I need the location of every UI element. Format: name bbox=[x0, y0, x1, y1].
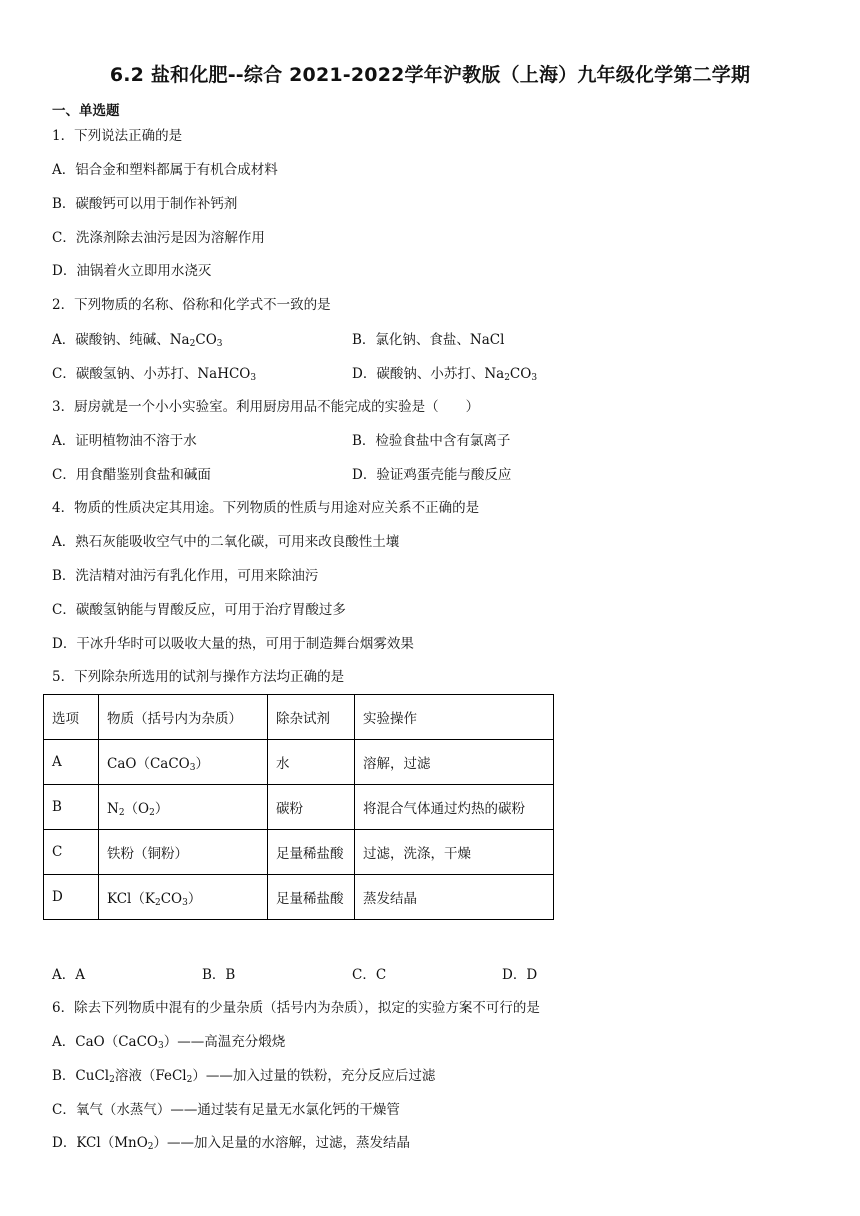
document-title: 6.2 盐和化肥--综合 2021-2022学年沪教版（上海）九年级化学第二学期 bbox=[109, 64, 751, 86]
question-4-option-b: B．洗洁精对油污有乳化作用，可用来除油污 bbox=[52, 568, 319, 584]
question-6-option-d: D．KCl（MnO$_2$）——加入足量的水溶解，过滤，蒸发结晶 bbox=[52, 1135, 411, 1152]
table-header-cell: 除杂试剂 bbox=[268, 695, 355, 740]
table-cell: C bbox=[44, 830, 99, 875]
table-cell: 溶解，过滤 bbox=[355, 740, 554, 785]
question-3-option-b: B．检验食盐中含有氯离子 bbox=[352, 433, 511, 449]
question-4-option-a: A．熟石灰能吸收空气中的二氧化碳，可用来改良酸性土壤 bbox=[52, 534, 400, 550]
table-cell: 碳粉 bbox=[268, 785, 355, 830]
question-5-stem: 5．下列除杂所选用的试剂与操作方法均正确的是 bbox=[52, 669, 345, 685]
table-row bbox=[44, 830, 554, 875]
table-cell: 足量稀盐酸 bbox=[268, 830, 355, 875]
question-6-option-a: A．CaO（CaCO$_3$）——高温充分煅烧 bbox=[52, 1034, 286, 1051]
table-cell: $KCl(K_2CO_3)$ bbox=[99, 875, 268, 920]
question-1-stem: 1．下列说法正确的是 bbox=[52, 128, 183, 144]
question-2-stem: 2．下列物质的名称、俗称和化学式不一致的是 bbox=[52, 297, 331, 313]
table-header-cell: 实验操作 bbox=[355, 695, 554, 740]
table-header-row bbox=[44, 695, 554, 740]
table-cell: $N_2(O_2)$ bbox=[99, 785, 268, 830]
question-2-option-c: C．碳酸氢钠、小苏打、NaHCO$_3$ bbox=[52, 366, 257, 383]
question-6-stem: 6．除去下列物质中混有的少量杂质（括号内为杂质），拟定的实验方案不可行的是 bbox=[52, 1000, 540, 1016]
table-cell: CaO（CaCO$_3$） bbox=[99, 740, 268, 785]
table-cell: 蒸发结晶 bbox=[355, 875, 554, 920]
question-2-option-d: D．碳酸钠、小苏打、$Na_2CO_3$ bbox=[352, 366, 538, 383]
table-row bbox=[44, 740, 554, 785]
table-row bbox=[44, 785, 554, 830]
question-3-option-a: A．证明植物油不溶于水 bbox=[52, 433, 197, 449]
table-cell: 过滤，洗涤，干燥 bbox=[355, 830, 554, 875]
question-4-option-d: D．干冰升华时可以吸收大量的热，可用于制造舞台烟雾效果 bbox=[52, 636, 414, 652]
question-1-option-a: A．铝合金和塑料都属于有机合成材料 bbox=[52, 162, 278, 178]
question-4-stem: 4．物质的性质决定其用途。下列物质的性质与用途对应关系不正确的是 bbox=[52, 500, 480, 516]
question-3-stem: 3．厨房就是一个小小实验室。利用厨房用品不能完成的实验是（ ） bbox=[52, 399, 480, 415]
question-1-option-d: D．油锅着火立即用水浇灭 bbox=[52, 263, 212, 279]
table-cell: B bbox=[44, 785, 99, 830]
table-cell: 铁粉（铜粉） bbox=[99, 830, 268, 875]
table-cell: 水 bbox=[268, 740, 355, 785]
table-row bbox=[44, 875, 554, 920]
question-5-option-d: D．D bbox=[502, 967, 538, 983]
question-5-option-b: B．B bbox=[202, 967, 236, 983]
question-5-option-a: A．A bbox=[52, 967, 85, 983]
table-cell: A bbox=[44, 740, 99, 785]
table-cell: D bbox=[44, 875, 99, 920]
question-5-option-c: C．C bbox=[352, 967, 387, 983]
section-heading: 一、单选题 bbox=[52, 103, 120, 119]
question-4-option-c: C．碳酸氢钠能与胃酸反应，可用于治疗胃酸过多 bbox=[52, 602, 346, 618]
table-header-cell: 物质（括号内为杂质） bbox=[99, 695, 268, 740]
question-1-option-b: B．碳酸钙可以用于制作补钙剂 bbox=[52, 196, 238, 212]
table-cell: 将混合气体通过灼热的碳粉 bbox=[355, 785, 554, 830]
question-6-option-b: B．CuCl$_2$溶液（FeCl$_2$）——加入过量的铁粉，充分反应后过滤 bbox=[52, 1068, 436, 1085]
question-6-option-c: C．氧气（水蒸气）——通过装有足量无水氯化钙的干燥管 bbox=[52, 1102, 400, 1118]
question-1-option-c: C．洗涤剂除去油污是因为溶解作用 bbox=[52, 230, 265, 246]
question-3-option-c: C．用食醋鉴别食盐和碱面 bbox=[52, 467, 211, 483]
question-2-option-a: A．碳酸钠、纯碱、$Na_2CO_3$ bbox=[52, 332, 223, 349]
table-header-cell: 选项 bbox=[44, 695, 99, 740]
table-cell: 足量稀盐酸 bbox=[268, 875, 355, 920]
question-2-option-b: B．氯化钠、食盐、NaCl bbox=[352, 332, 505, 348]
question-3-option-d: D．验证鸡蛋壳能与酸反应 bbox=[352, 467, 512, 483]
impurity-removal-table bbox=[43, 694, 554, 920]
